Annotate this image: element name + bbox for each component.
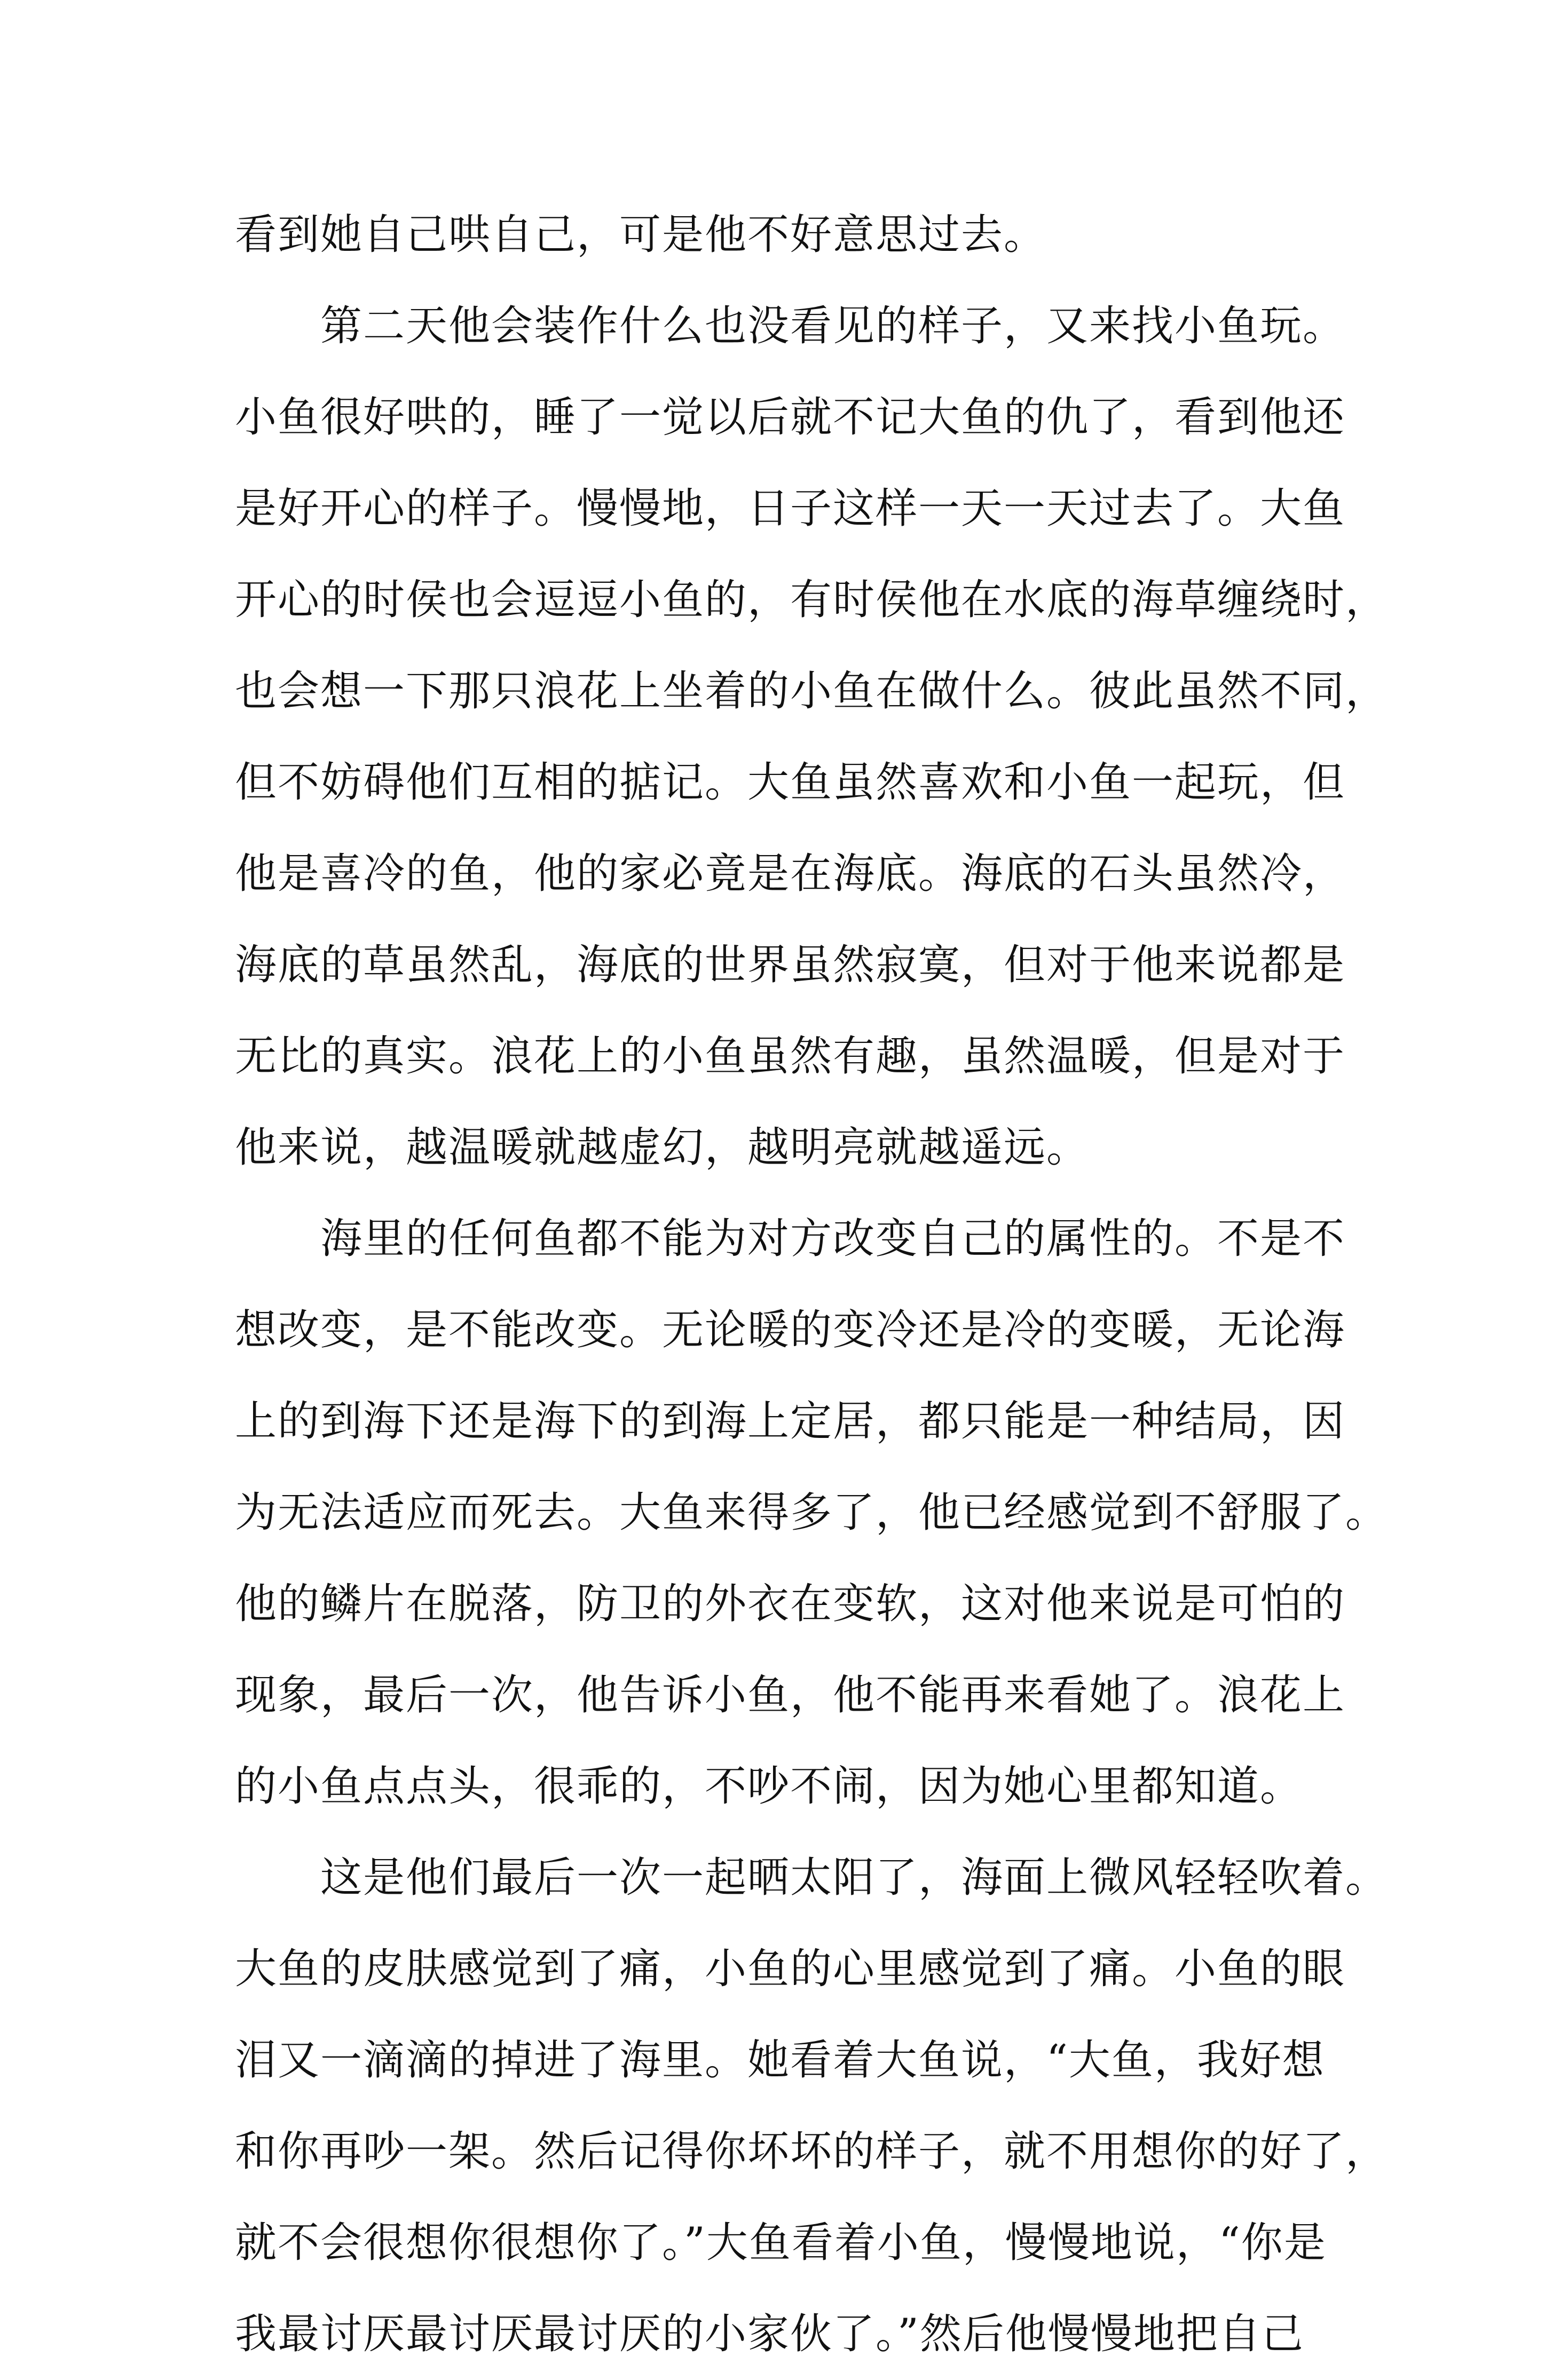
text-line: 无比的真实。浪花上的小鱼虽然有趣，虽然温暖，但是对于 (235, 1032, 1346, 1080)
text-line: 泪又一滴滴的掉进了海里。她看着大鱼说，“大鱼，我好想 (235, 2036, 1325, 2084)
text-line: 这是他们最后一次一起晒太阳了，海面上微风轻轻吹着。 (320, 1854, 1389, 1902)
text-line: 现象，最后一次，他告诉小鱼，他不能再来看她了。浪花上 (235, 1671, 1346, 1719)
text-line: 但不妨碍他们互相的掂记。大鱼虽然喜欢和小鱼一起玩，但 (235, 758, 1346, 806)
text-line: 海底的草虽然乱，海底的世界虽然寂寞，但对于他来说都是 (235, 941, 1346, 989)
text-line: 他的鳞片在脱落，防卫的外衣在变软，这对他来说是可怕的 (235, 1580, 1346, 1628)
text-line: 是好开心的样子。慢慢地，日子这样一天一天过去了。大鱼 (235, 485, 1346, 533)
text-line: 小鱼很好哄的，睡了一觉以后就不记大鱼的仇了，看到他还 (235, 393, 1346, 441)
text-line: 和你再吵一架。然后记得你坏坏的样子，就不用想你的好了， (235, 2128, 1389, 2176)
text-line: 他来说，越温暖就越虚幻，越明亮就越遥远。 (235, 1124, 1090, 1172)
text-line: 第二天他会装作什么也没看见的样子，又来找小鱼玩。 (320, 302, 1346, 350)
text-line: 大鱼的皮肤感觉到了痛，小鱼的心里感觉到了痛。小鱼的眼 (235, 1945, 1346, 1993)
text-line: 就不会很想你很想你了。”大鱼看着小鱼，慢慢地说，“你是 (235, 2219, 1327, 2267)
text-line: 的小鱼点点头，很乖的，不吵不闹，因为她心里都知道。 (235, 1762, 1303, 1810)
text-line: 为无法适应而死去。大鱼来得多了，他已经感觉到不舒服了。 (235, 1489, 1389, 1537)
text-line: 想改变，是不能改变。无论暖的变冷还是冷的变暖，无论海 (235, 1306, 1346, 1354)
text-line: 看到她自己哄自己，可是他不好意思过去。 (235, 211, 1047, 259)
story-text (235, 189, 1389, 2380)
text-line: 他是喜冷的鱼，他的家必竟是在海底。海底的石头虽然冷， (235, 850, 1346, 898)
text-line: 上的到海下还是海下的到海上定居，都只能是一种结局，因 (235, 1397, 1346, 1445)
text-line: 我最讨厌最讨厌最讨厌的小家伙了。”然后他慢慢地把自己 (235, 2310, 1304, 2358)
text-line: 海里的任何鱼都不能为对方改变自己的属性的。不是不 (320, 1215, 1346, 1263)
text-line: 也会想一下那只浪花上坐着的小鱼在做什么。彼此虽然不同， (235, 667, 1389, 715)
text-line: 开心的时侯也会逗逗小鱼的，有时侯他在水底的海草缠绕时， (235, 576, 1389, 624)
